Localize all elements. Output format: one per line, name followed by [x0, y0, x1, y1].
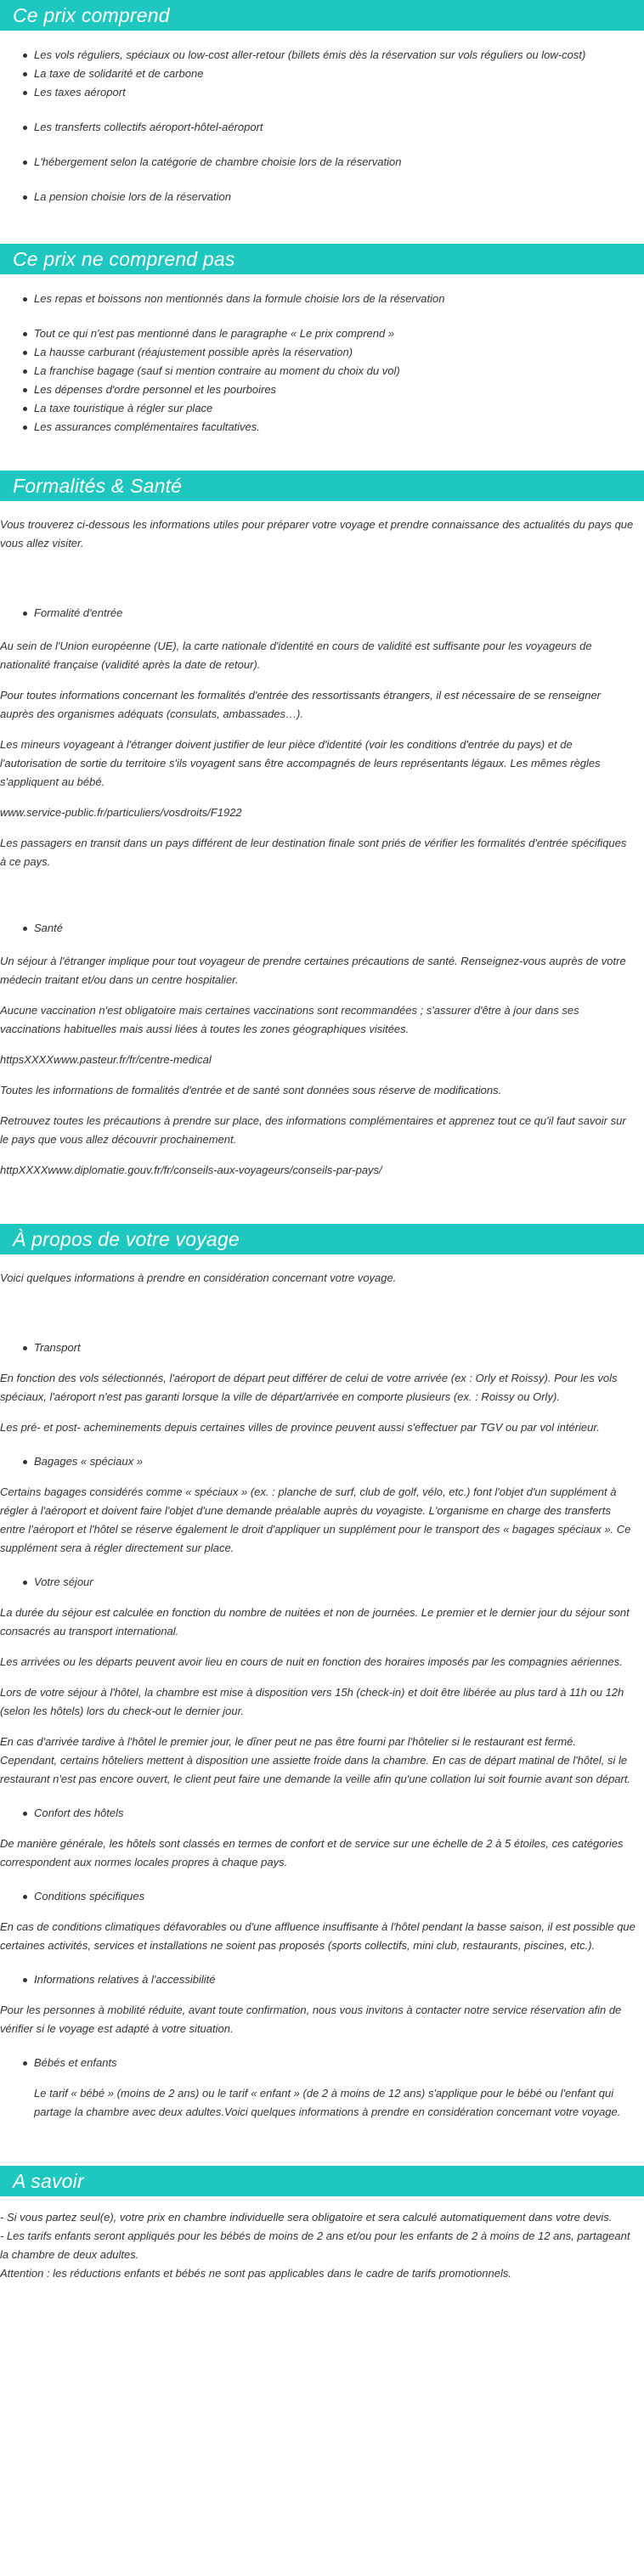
section-know: [0, 2140, 644, 2302]
list-item: Les dépenses d'ordre personnel et les pourboires: [0, 380, 644, 399]
excluded-list: [0, 274, 644, 437]
list-item: Les taxes aéroport: [0, 83, 644, 102]
list-item: L'hébergement selon la catégorie de chambre choisie lors de la réservation: [0, 153, 644, 172]
know-line: - Si vous partez seul(e), votre prix en chambre individuelle sera obligatoire et sera calculé automatiquement dans votre devis.: [0, 2211, 613, 2224]
list-item: Les transferts collectifs aéroport-hôtel-aéroport: [0, 118, 644, 137]
diplomatie-link[interactable]: httpXXXXwww.diplomatie.gouv.fr/fr/conseils-aux-voyageurs/conseils-par-pays/: [0, 1164, 382, 1176]
transport-heading: Transport: [0, 1339, 644, 1357]
health-paragraph: Retrouvez toutes les précautions à prendre sur place, des informations complémentaires et apprenez tout ce qu'il faut savoir sur le pays que vous allez découvrir prochainement.: [0, 1114, 626, 1146]
stay-paragraph: En cas d'arrivée tardive à l'hôtel le premier jour, le dîner peut ne pas être fourni par l'hôtelier si le restaurant est fermé. Cependant, certains hôteliers mettent à disposition une assiette froide dans la chambre. En cas de départ matinal de l'hôtel, si le restaurant n'est pas encore ouvert, le client peut faire une demande la veille afin qu'une collation lui soit fournie avant son départ.: [0, 1735, 631, 1785]
health-link[interactable]: [0, 1051, 644, 1069]
accessibility-paragraph: Pour les personnes à mobilité réduite, avant toute confirmation, nous vous invitons à contacter notre service réservation afin de vérifier si le voyage est adapté à votre situation.: [0, 2004, 622, 2035]
babies-heading: Bébés et enfants: [0, 2054, 644, 2072]
comfort-paragraph: De manière générale, les hôtels sont classés en termes de confort et de service sur une échelle de 2 à 5 étoiles, ces catégories correspondent aux normes locales propres à chaque pays.: [0, 1837, 624, 1869]
list-item: La taxe touristique à régler sur place: [0, 399, 644, 418]
stay-heading: Votre séjour: [0, 1573, 644, 1592]
section-included: [0, 0, 644, 225]
stay-paragraph: La durée du séjour est calculée en fonction du nombre de nuitées et non de journées. Le premier et le dernier jour du séjour sont consacrés au transport international.: [0, 1606, 630, 1637]
entry-heading: Formalité d'entrée: [0, 604, 644, 623]
conditions-heading: Conditions spécifiques: [0, 1887, 644, 1906]
list-item: La pension choisie lors de la réservation: [0, 188, 644, 206]
accessibility-heading: Informations relatives à l'accessibilité: [0, 1970, 644, 1989]
baggage-heading: Bagages « spéciaux »: [0, 1452, 644, 1471]
health-paragraph: Toutes les informations de formalités d'entrée et de santé sont données sous réserve de modifications.: [0, 1084, 502, 1096]
entry-paragraph: Au sein de l'Union européenne (UE), la carte nationale d'identité en cours de validité est suffisante pour les voyageurs de nationalité française (validité après la date de retour).: [0, 640, 592, 671]
health-paragraph: Un séjour à l'étranger implique pour tout voyageur de prendre certaines précautions de santé. Renseignez-vous auprès de votre médecin traitant et/ou dans un centre hospitalier.: [0, 955, 626, 986]
list-item: Les vols réguliers, spéciaux ou low-cost aller-retour (billets émis dès la réservation sur vols réguliers ou low-cost): [0, 46, 644, 65]
list-item: La hausse carburant (réajustement possible après la réservation): [0, 343, 644, 362]
section-title-know: A savoir: [0, 2166, 644, 2196]
health-heading: Santé: [0, 919, 644, 938]
conditions-paragraph: En cas de conditions climatiques défavorables ou d'une affluence insuffisante à l'hôtel pendant la basse saison, il est possible que certaines activités, services et installations ne soient pas proposés (sports collectifs, mini club, restaurants, piscines, etc.).: [0, 1920, 636, 1952]
list-item: Les repas et boissons non mentionnés dans la formule choisie lors de la réservation: [0, 290, 644, 308]
section-title-included: Ce prix comprend: [0, 0, 644, 31]
stay-paragraph: Lors de votre séjour à l'hôtel, la chambre est mise à disposition vers 15h (check-in) et doit être libérée au plus tard à 11h ou 12h (selon les hôtels) lors du check-out le dernier jour.: [0, 1686, 624, 1717]
baggage-paragraph: Certains bagages considérés comme « spéciaux » (ex. : planche de surf, club de golf, vélo, etc.) font l'objet d'un supplément à régler à l'aéroport et doivent faire l'objet d'une demande préalable auprès du voyagiste. L'organisme en charge des transferts entre l'aéroport et l'hôtel se réserve également le droit d'appliquer un supplément pour le transport des « bagages spéciaux ». Ce supplément sera à régler directement sur place.: [0, 1485, 631, 1554]
section-title-formalities: Formalités & Santé: [0, 471, 644, 501]
diplomatie-link-line[interactable]: [0, 1161, 644, 1180]
health-paragraph: Aucune vaccination n'est obligatoire mais certaines vaccinations sont recommandées ; s'assurer d'être à jour dans ses vaccinations habituelles mais aussi liées à toutes les zones géographiques visitées.: [0, 1004, 579, 1035]
stay-paragraph: Les arrivées ou les départs peuvent avoir lieu en cours de nuit en fonction des horaires imposés par les compagnies aériennes.: [0, 1655, 623, 1668]
know-line: Attention : les réductions enfants et bébés ne sont pas applicables dans le cadre de tarifs promotionnels.: [0, 2267, 511, 2280]
list-item: La franchise bagage (sauf si mention contraire au moment du choix du vol): [0, 362, 644, 380]
babies-paragraph: Le tarif « bébé » (moins de 2 ans) ou le tarif « enfant » (de 2 à moins de 12 ans) s'applique pour le bébé ou l'enfant qui partage la chambre avec deux adultes.Voici quelques informations à prendre en considération concernant votre voyage.: [34, 2087, 621, 2118]
transport-paragraph: En fonction des vols sélectionnés, l'aéroport de départ peut différer de celui de votre arrivée (ex : Orly et Roissy). Pour les vols spéciaux, l'aéroport n'est pas garanti lorsque la ville de départ/arrivée en comporte plusieurs (ex. : Roissy ou Orly).: [0, 1372, 618, 1403]
about-intro: Voici quelques informations à prendre en considération concernant votre voyage.: [0, 1271, 397, 1284]
comfort-heading: Confort des hôtels: [0, 1804, 644, 1823]
list-item: La taxe de solidarité et de carbone: [0, 65, 644, 83]
transport-paragraph: Les pré- et post- acheminements depuis certaines villes de province peuvent aussi s'effectuer par TGV ou par vol intérieur.: [0, 1421, 600, 1434]
list-item: Les assurances complémentaires facultatives.: [0, 418, 644, 437]
list-item: Tout ce qui n'est pas mentionné dans le paragraphe « Le prix comprend »: [0, 324, 644, 343]
pasteur-link[interactable]: httpsXXXXwww.pasteur.fr/fr/centre-medical: [0, 1053, 212, 1066]
entry-link[interactable]: [0, 803, 644, 822]
know-line: - Les tarifs enfants seront appliqués pour les bébés de moins de 2 ans et/ou pour les enfants de 2 à moins de 12 ans, partageant la chambre de deux adultes.: [0, 2229, 630, 2261]
section-about: [0, 1198, 644, 2140]
entry-paragraph: Les passagers en transit dans un pays différent de leur destination finale sont priés de vérifier les formalités d'entrée spécifiques à ce pays.: [0, 837, 627, 868]
service-public-link[interactable]: www.service-public.fr/particuliers/vosdroits/F1922: [0, 806, 242, 819]
section-excluded: [0, 225, 644, 455]
entry-paragraph: Pour toutes informations concernant les formalités d'entrée des ressortissants étrangers, il est nécessaire de se renseigner auprès des organismes adéquats (consulats, ambassades…).: [0, 689, 602, 720]
formalities-intro: Vous trouverez ci-dessous les informations utiles pour préparer votre voyage et prendre connaissance des actualités du pays que vous allez visiter.: [0, 518, 634, 550]
section-title-about: À propos de votre voyage: [0, 1224, 644, 1254]
section-title-excluded: Ce prix ne comprend pas: [0, 244, 644, 274]
section-formalities: [0, 455, 644, 1198]
entry-paragraph: Les mineurs voyageant à l'étranger doivent justifier de leur pièce d'identité (voir les conditions d'entrée du pays) et de l'autorisation de sortie du territoire s'ils voyagent sans être accompagnés de leurs représentants légaux. Les mêmes règles s'appliquent au bébé.: [0, 738, 601, 788]
included-list: [0, 31, 644, 206]
